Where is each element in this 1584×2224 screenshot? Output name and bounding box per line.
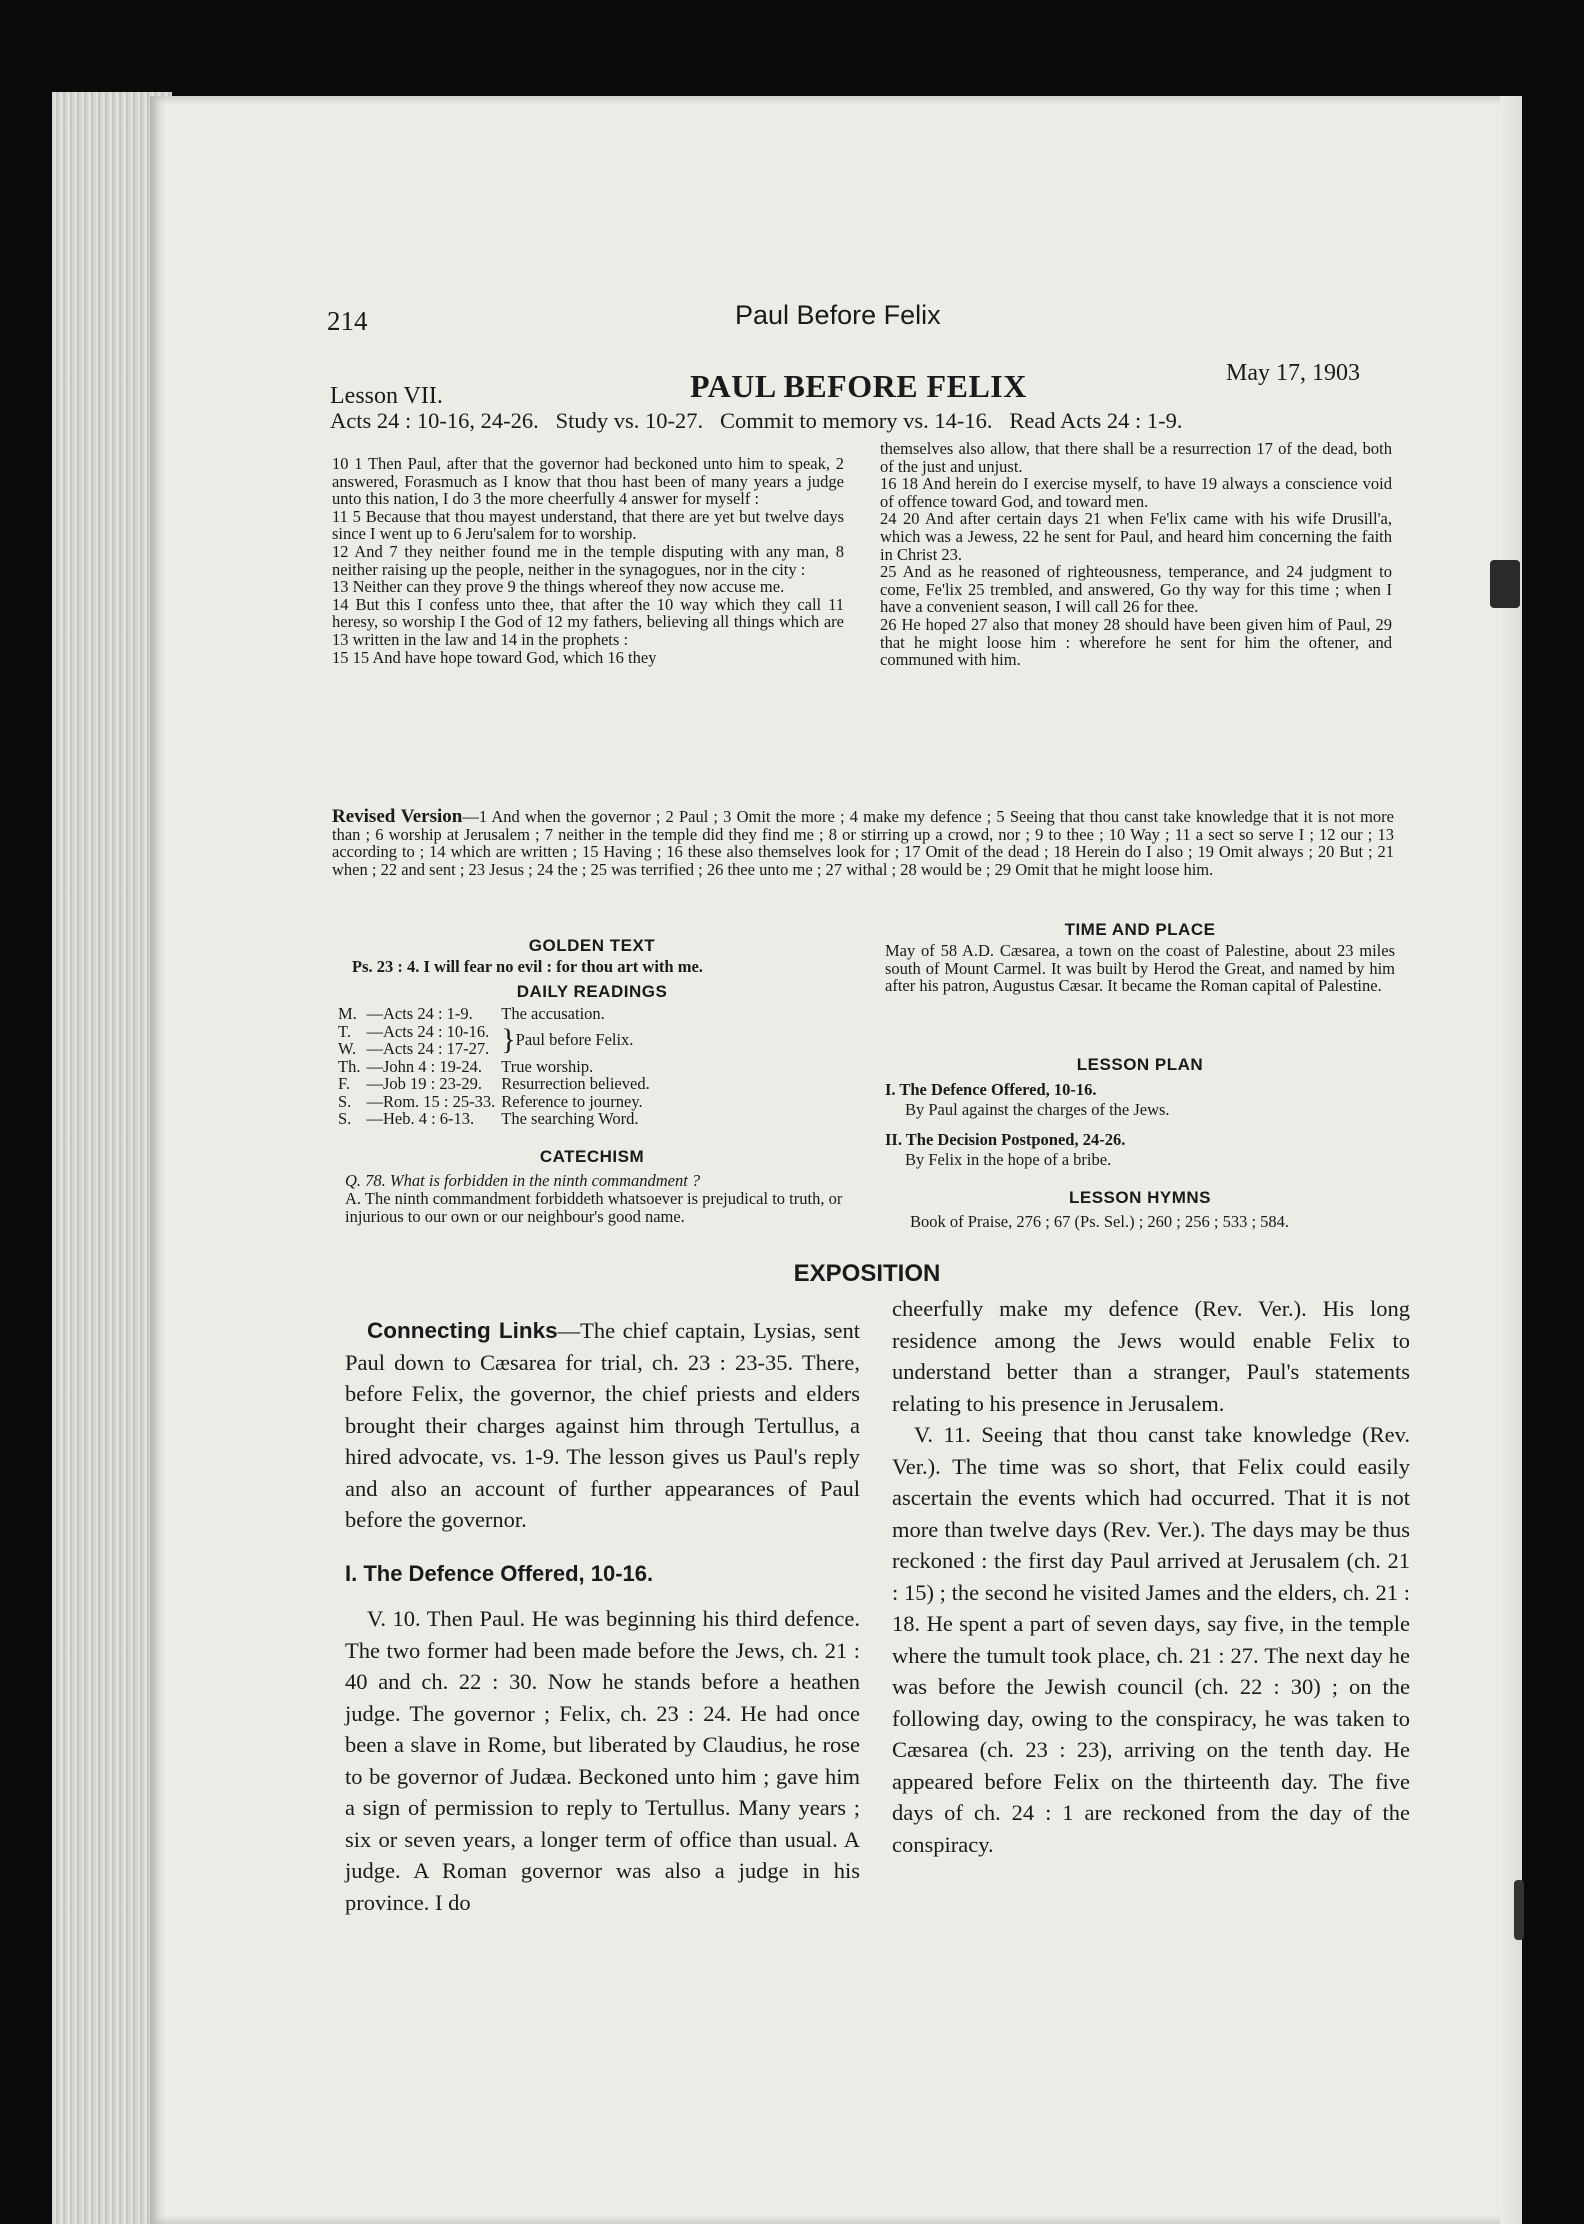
reading-row	[338, 1075, 656, 1093]
revised-version-label: Revised Version	[332, 806, 463, 827]
reading-row	[338, 1058, 656, 1076]
daily-readings-table	[338, 1005, 656, 1128]
scripture-verse: 16 18 And herein do I exercise myself, to have 19 always a conscience void of offence toward God, and toward men.	[880, 474, 1392, 511]
lesson-plan-item-title: I. The Defence Offered, 10-16.	[885, 1080, 1097, 1099]
reading-title: The searching Word.	[501, 1109, 639, 1128]
verse-11-commentary: V. 11. Seeing that thou canst take knowledge (Rev. Ver.). The time was so short, that Felix could easily ascertain the events which had occurred. That it is not more than twelve days (Rev. Ver.). The days may be thus reckoned : the first day Paul arrived at Jerusalem (ch. 21 : 15) ; the second he visited James and the elders, ch. 21 : 18. He spent a part of seven days, say five, in the temple where the tumult took place, ch. 21 : 27. The next day he was before the Jewish council (ch. 22 : 30) ; on the following day, owing to the conspiracy, he was taken to Cæsarea (ch. 23 : 23), arriving on the tenth day. He appeared before Felix on the thirteenth day. The five days of ch. 24 : 1 are reckoned from the day of the conspiracy.	[892, 1422, 1410, 1857]
running-title: Paul Before Felix	[735, 300, 941, 330]
golden-text: Ps. 23 : 4. I will fear no evil : for thou art with me.	[352, 957, 703, 976]
scripture-left-column	[332, 455, 844, 666]
lesson-number: Lesson VII.	[330, 383, 443, 409]
reading-day: W.	[338, 1039, 357, 1058]
scripture-verse: 12 And 7 they neither found me in the temple disputing with any man, 8 neither raising up the people, neither in the synagogues, nor in the city :	[332, 541, 844, 579]
reading-title: Reference to journey.	[501, 1091, 643, 1111]
scripture-verse: 10 1 Then Paul, after that the governor had beckoned unto him to speak, 2 answered, Forasmuch as I know that thou hast been of many years a judge unto this nation, I do 3 the more cheerfully 4 answer for myself :	[332, 454, 844, 509]
reading-ref: —Acts 24 : 10-16.	[366, 1021, 490, 1041]
reading-ref: —Acts 24 : 17-27.	[366, 1039, 490, 1058]
reading-row	[338, 1093, 656, 1111]
scripture-verse: 15 15 And have hope toward God, which 16 they	[332, 647, 657, 667]
exposition-left-column	[345, 1315, 860, 1918]
reading-day: Th.	[338, 1056, 361, 1076]
lesson-date: May 17, 1903	[1226, 360, 1360, 386]
reading-title	[501, 1023, 655, 1058]
connecting-links-paragraph	[345, 1315, 860, 1536]
reading-ref: —Acts 24 : 1-9.	[366, 1004, 473, 1023]
binding-clip	[1490, 560, 1520, 608]
reading-day: F.	[338, 1074, 350, 1093]
catechism-answer: A. The ninth commandment forbiddeth whatsoever is prejudical to truth, or injurious to our own or our neighbour's good name.	[345, 1189, 843, 1226]
reading-ref: —John 4 : 19-24.	[366, 1056, 482, 1076]
page-number: 214	[327, 306, 368, 336]
time-place-heading: TIME AND PLACE	[1064, 920, 1216, 939]
scripture-verse: 13 Neither can they prove 9 the things whereof they now accuse me.	[332, 577, 785, 597]
reading-row	[338, 1023, 656, 1041]
brace-icon: }	[501, 1023, 516, 1057]
scripture-right-column	[880, 440, 1392, 669]
reading-row	[338, 1110, 656, 1128]
lesson-hymns-text: Book of Praise, 276 ; 67 (Ps. Sel.) ; 260 ; 256 ; 533 ; 584.	[910, 1212, 1290, 1231]
time-place-text: May of 58 A.D. Cæsarea, a town on the coast of Palestine, about 23 miles south of Mount Carmel. It was built by Herod the Great, and named by him after his patron, Augustus Cæsar. It became the Roman capital of Palestine.	[885, 941, 1395, 996]
catechism-heading: CATECHISM	[539, 1147, 645, 1166]
connecting-links-text: —The chief captain, Lysias, sent Paul down to Cæsarea for trial, ch. 23 : 23-35. There, before Felix, the governor, the chief priests and elders brought their charges against him through Tertullus, a hired advocate, vs. 1-9. The lesson gives us Paul's reply and also an account of further appearances of Paul before the governor.	[345, 1318, 860, 1532]
scripture-verse: 25 And as he reasoned of righteousness, temperance, and 24 judgment to come, Fe'lix 25 trembled, and answered, Go thy way for this time ; when I have a convenient season, I will call 26 for thee.	[880, 562, 1392, 617]
reading-title: The accusation.	[501, 1004, 605, 1023]
exposition-right-column	[892, 1293, 1410, 1860]
lesson-references: Acts 24 : 10-16, 24-26. Study vs. 10-27. Commit to memory vs. 14-16. Read Acts 24 : 1-9.	[330, 408, 1183, 433]
verse-10-commentary: V. 10. Then Paul. He was beginning his third defence. The two former had been made before the Jews, ch. 21 : 40 and ch. 22 : 30. Now he stands before a heathen judge. The governor ; Felix, ch. 23 : 24. He had once been a slave in Rome, but liberated by Claudius, he rose to be governor of Judæa. Beckoned unto him ; gave him a sign of permission to reply to Tertullus. Many years ; six or seven years, a longer term of office than usual. A judge. A Roman governor was also a judge in his province. I do	[345, 1606, 860, 1915]
scripture-verse: 11 5 Because that thou mayest understand, that there are yet but twelve days since I went up to 6 Jeru'salem for to worship.	[332, 506, 844, 544]
lesson-plan-item-title: II. The Decision Postponed, 24-26.	[885, 1130, 1126, 1149]
lesson-hymns-heading: LESSON HYMNS	[1068, 1188, 1212, 1207]
reading-ref: —Rom. 15 : 25-33.	[366, 1091, 496, 1111]
exposition-continuation: cheerfully make my defence (Rev. Ver.). His long residence among the Jews would enable Felix to understand better than a stranger, Paul's statements relating to his presence in Jerusalem.	[892, 1296, 1410, 1416]
lesson-title: PAUL BEFORE FELIX	[690, 368, 1027, 404]
reading-row	[338, 1005, 656, 1023]
reading-day: S.	[338, 1109, 352, 1128]
lesson-plan	[885, 1080, 1395, 1170]
reading-day: S.	[338, 1091, 352, 1111]
exposition-heading: EXPOSITION	[793, 1260, 941, 1287]
golden-text-heading: GOLDEN TEXT	[528, 936, 656, 955]
reading-day: T.	[338, 1021, 351, 1041]
connecting-links-label: Connecting Links	[367, 1318, 558, 1343]
lesson-plan-item-detail: By Felix in the hope of a bribe.	[905, 1150, 1112, 1169]
scripture-verse: 24 20 And after certain days 21 when Fe'lix came with his wife Drusill'a, which was a Jewess, 22 he sent for Paul, and heard him concerning the faith in Christ 23.	[880, 509, 1392, 564]
lesson-plan-heading: LESSON PLAN	[1076, 1055, 1204, 1074]
reading-day: M.	[338, 1004, 357, 1023]
reading-title-text: Paul before Felix.	[515, 1030, 634, 1050]
catechism-question: Q. 78. What is forbidden in the ninth commandment ?	[345, 1171, 701, 1190]
revised-version-note	[332, 808, 1394, 878]
scripture-verse: themselves also allow, that there shall be a resurrection 17 of the dead, both of the just and unjust.	[880, 439, 1392, 476]
scripture-verse: 14 But this I confess unto thee, that after the 10 way which they call 11 heresy, so worship I the God of 12 my fathers, believing all things which are 13 written in the law and 14 in the prophets :	[332, 594, 844, 649]
reading-title: Resurrection believed.	[501, 1074, 650, 1093]
scripture-verse: 26 He hoped 27 also that money 28 should have been given him of Paul, 29 that he might loose him : wherefore he sent for him the oftener, and communed with him.	[880, 614, 1392, 670]
reading-ref: —Heb. 4 : 6-13.	[366, 1109, 475, 1128]
reading-ref: —Job 19 : 23-29.	[366, 1074, 482, 1093]
daily-readings-heading: DAILY READINGS	[516, 982, 668, 1001]
revised-version-text: —1 And when the governor ; 2 Paul ; 3 Omit the more ; 4 make my defence ; 5 Seeing that thou canst take knowledge that it is not more than ; 6 worship at Jerusalem ; 7 neither in the temple did they find me ; 8 or stirring up a crowd, nor ; 9 to thee ; 10 Way ; 11 a sect so serve I ; 12 our ; 13 according to ; 14 which are written ; 15 Having ; 16 these also themselves look for ; 17 Omit of the dead ; 18 Herein do I also ; 19 Omit always ; 20 But ; 21 when ; 22 and sent ; 23 Jesus ; 24 the ; 25 was terrified ; 26 thee unto me ; 27 withal ; 28 would be ; 29 Omit that he might loose him.	[332, 807, 1394, 879]
section-heading: I. The Defence Offered, 10-16.	[345, 1560, 654, 1586]
binding-clip-lower	[1514, 1880, 1524, 1940]
lesson-plan-item-detail: By Paul against the charges of the Jews.	[905, 1100, 1170, 1119]
reading-title: True worship.	[501, 1056, 594, 1076]
